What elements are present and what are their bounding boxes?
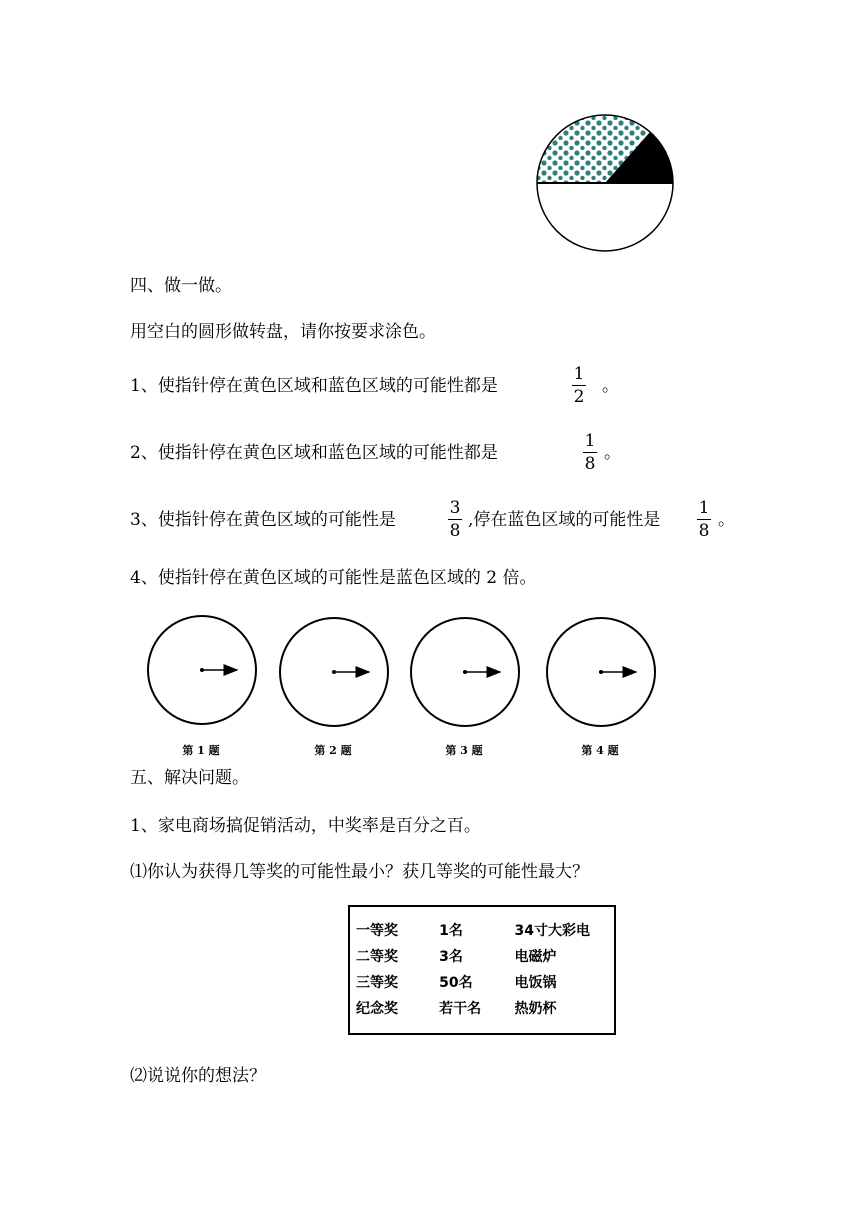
q1-end: 。 [602,376,619,396]
q3-end: 。 [718,510,735,530]
question-1: 1、使指针停在黄色区域和蓝色区域的可能性都是 [130,376,498,396]
table-row: 一等奖 1名 34寸大彩电 [356,923,590,939]
question-4: 4、使指针停在黄色区域的可能性是蓝色区域的 2 倍。 [130,568,537,588]
section5-sub-1: ⑴你认为获得几等奖的可能性最小？获几等奖的可能性最大？ [130,862,589,882]
table-row: 二等奖 3名 电磁炉 [356,949,557,965]
q2-end: 。 [604,443,621,463]
section4-title: 四、做一做。 [130,276,232,296]
fraction-q3-yellow: 3 8 [449,498,461,541]
spinner-2 [280,618,388,726]
spinner-1 [148,616,256,724]
section5-question-1: 1、家电商场搞促销活动，中奖率是百分之百。 [130,816,481,836]
question-3: 3、使指针停在黄色区域的可能性是 [130,510,396,530]
fraction-q1: 1 2 [573,364,585,407]
caption-4: 第 4 题 [581,744,619,757]
q3-middle: ,停在蓝色区域的可能性是 [468,510,661,530]
section5-title: 五、解决问题。 [130,768,249,788]
question-2: 2、使指针停在黄色区域和蓝色区域的可能性都是 [130,443,498,463]
section5-sub-2: ⑵说说你的想法？ [130,1066,266,1086]
fraction-q2: 1 8 [584,431,596,474]
table-row: 三等奖 50名 电饭锅 [356,975,557,991]
section4-intro: 用空白的圆形做转盘，请你按要求涂色。 [130,322,436,342]
fraction-q3-blue: 1 8 [698,498,710,541]
prize-table [356,917,614,1021]
spinner-circles [140,612,670,734]
table-row: 纪念奖 若干名 热奶杯 [356,1001,557,1017]
caption-3: 第 3 题 [445,744,483,757]
top-spinner-figure [530,110,680,260]
spinner-4 [547,618,655,726]
spinner-3 [411,618,519,726]
prize-table-box [348,905,616,1035]
caption-2: 第 2 题 [314,744,352,757]
caption-1: 第 1 题 [182,744,220,757]
